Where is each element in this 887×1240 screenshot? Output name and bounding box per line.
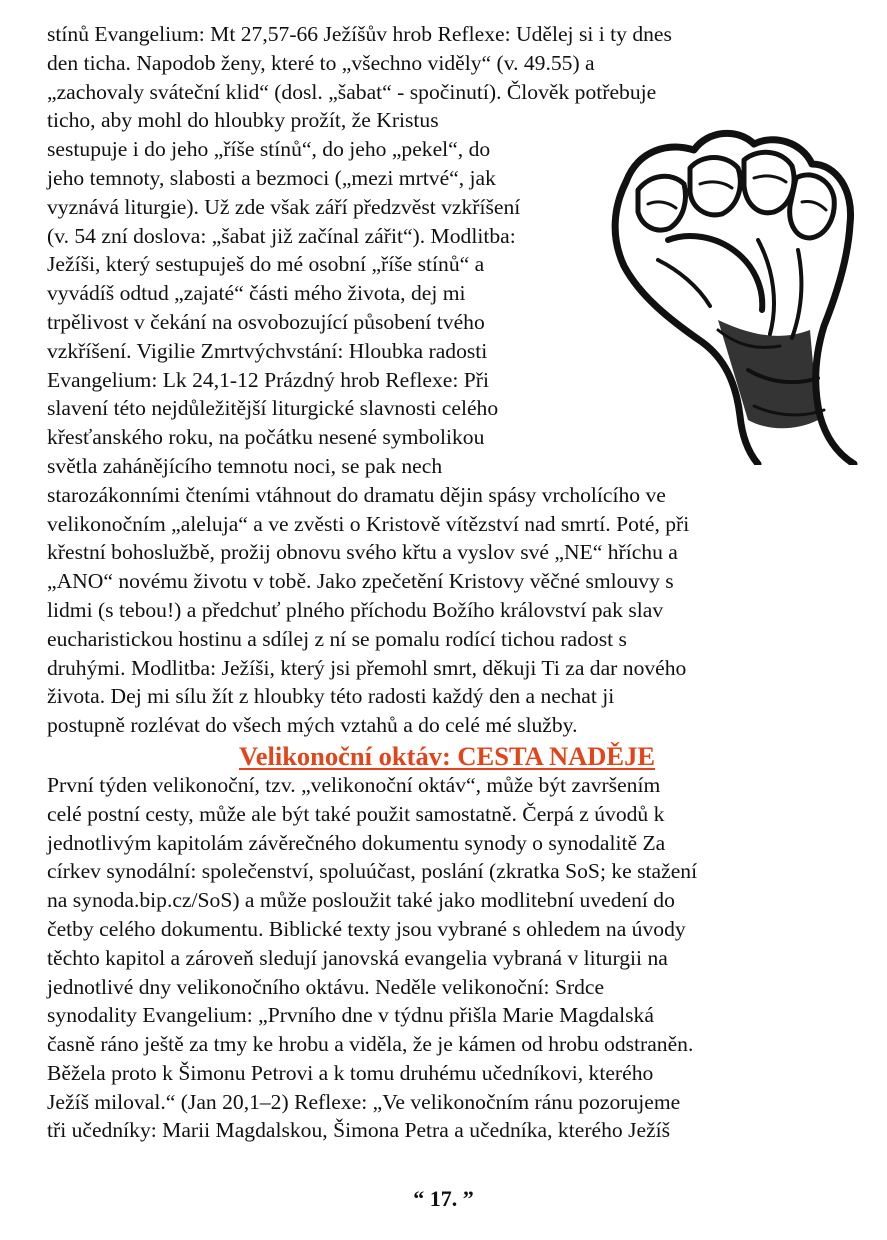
text-line: jednotlivé dny velikonočního oktávu. Neděle velikonoční: Srdce	[47, 974, 605, 999]
text-line: postupně rozlévat do všech mých vztahů a do celé mé služby.	[47, 713, 578, 738]
body-text-bottom	[47, 771, 847, 1145]
text-line: eucharistickou hostinu a sdílej z ní se pomalu rodící tichou radost s	[47, 626, 627, 651]
text-line: lidmi (s tebou!) a předchuť plného příchodu Božího království pak slav	[47, 597, 664, 622]
text-line: sestupuje i do jeho „říše stínů“, do jeho „pekel“, do	[47, 137, 491, 162]
text-line: velikonočním „aleluja“ a ve zvěsti o Kristově vítězství nad smrtí. Poté, při	[47, 511, 690, 536]
text-line: „ANO“ novému životu v tobě. Jako zpečetění Kristovy věčné smlouvy s	[47, 569, 674, 594]
text-line: druhými. Modlitba: Ježíši, který jsi přemohl smrt, děkuji Ti za dar nového	[47, 655, 687, 680]
text-line: jeho temnoty, slabosti a bezmoci („mezi mrtvé“, jak	[47, 165, 496, 190]
text-line: těchto kapitol a zároveň sledují janovská evangelia vybraná v liturgii na	[47, 945, 668, 970]
text-line: vzkříšení. Vigilie Zmrtvýchvstání: Hloubka radosti	[47, 338, 488, 363]
text-line: světla zahánějícího temnotu noci, se pak nech	[47, 453, 443, 478]
text-line: starozákonními čteními vtáhnout do dramatu dějin spásy vrcholícího ve	[47, 482, 666, 507]
text-line: vyvádíš odtud „zajaté“ části mého života, dej mi	[47, 281, 466, 306]
text-line: (v. 54 zní doslova: „šabat již začínal zářit“). Modlitba:	[47, 223, 516, 248]
text-line: na synoda.bip.cz/SoS) a může posloužit také jako modlitební uvedení do	[47, 888, 675, 913]
text-line: Běžela proto k Šimonu Petrovi a k tomu druhému učedníkovi, kterého	[47, 1060, 654, 1085]
text-line: Evangelium: Lk 24,1-12 Prázdný hrob Reflexe: Při	[47, 367, 489, 392]
text-line: křesťanského roku, na počátku nesené symbolikou	[47, 425, 485, 450]
text-line: života. Dej mi sílu žít z hloubky této radosti každý den a nechat ji	[47, 684, 615, 709]
text-line: četby celého dokumentu. Biblické texty jsou vybrané s ohledem na úvody	[47, 916, 686, 941]
text-line: „zachovaly sváteční klid“ (dosl. „šabat“ - spočinutí). Člověk potřebuje	[47, 79, 657, 104]
text-line: církev synodální: společenství, spoluúčast, poslání (zkratka SoS; ke stažení	[47, 859, 698, 884]
text-line: vyznává liturgie). Už zde však září předzvěst vzkříšení	[47, 194, 521, 219]
text-line: křestní bohoslužbě, prožij obnovu svého křtu a vyslov své „NE“ hříchu a	[47, 540, 678, 565]
praying-hands-icon	[598, 120, 866, 465]
text-line: První týden velikonoční, tzv. „velikonoční oktáv“, může být završením	[47, 772, 661, 797]
text-line: Ježíš miloval.“ (Jan 20,1–2) Reflexe: „Ve velikonočním ránu pozorujeme	[47, 1089, 681, 1114]
text-line: trpělivost v čekání na osvobozující působení tvého	[47, 309, 485, 334]
text-line: stínů Evangelium: Mt 27,57-66 Ježíšův hrob Reflexe: Udělej si i ty dnes	[47, 22, 672, 46]
text-line: synodality Evangelium: „Prvního dne v týdnu přišla Marie Magdalská	[47, 1003, 654, 1028]
text-line: ticho, aby mohl do hloubky prožít, že Kristus	[47, 108, 439, 133]
text-line: časně ráno ještě za tmy ke hrobu a viděla, že je kámen od hrobu odstraněn.	[47, 1032, 694, 1057]
text-line: slavení této nejdůležitější liturgické slavnosti celého	[47, 396, 499, 421]
page-number: “ 17. ”	[413, 1186, 474, 1211]
text-line: den ticha. Napodob ženy, které to „všechno viděly“ (v. 49.55) a	[47, 50, 595, 75]
text-line: Ježíši, který sestupuješ do mé osobní „říše stínů“ a	[47, 252, 485, 277]
text-line: jednotlivým kapitolám závěrečného dokumentu synody o synodalitě Za	[47, 830, 666, 855]
section-heading: Velikonoční oktáv: CESTA NADĚJE	[239, 740, 655, 771]
text-line: tři učedníky: Marii Magdalskou, Šimona Petra a učedníka, kterého Ježíš	[47, 1118, 671, 1143]
text-line: celé postní cesty, může ale být také použit samostatně. Čerpá z úvodů k	[47, 801, 665, 826]
